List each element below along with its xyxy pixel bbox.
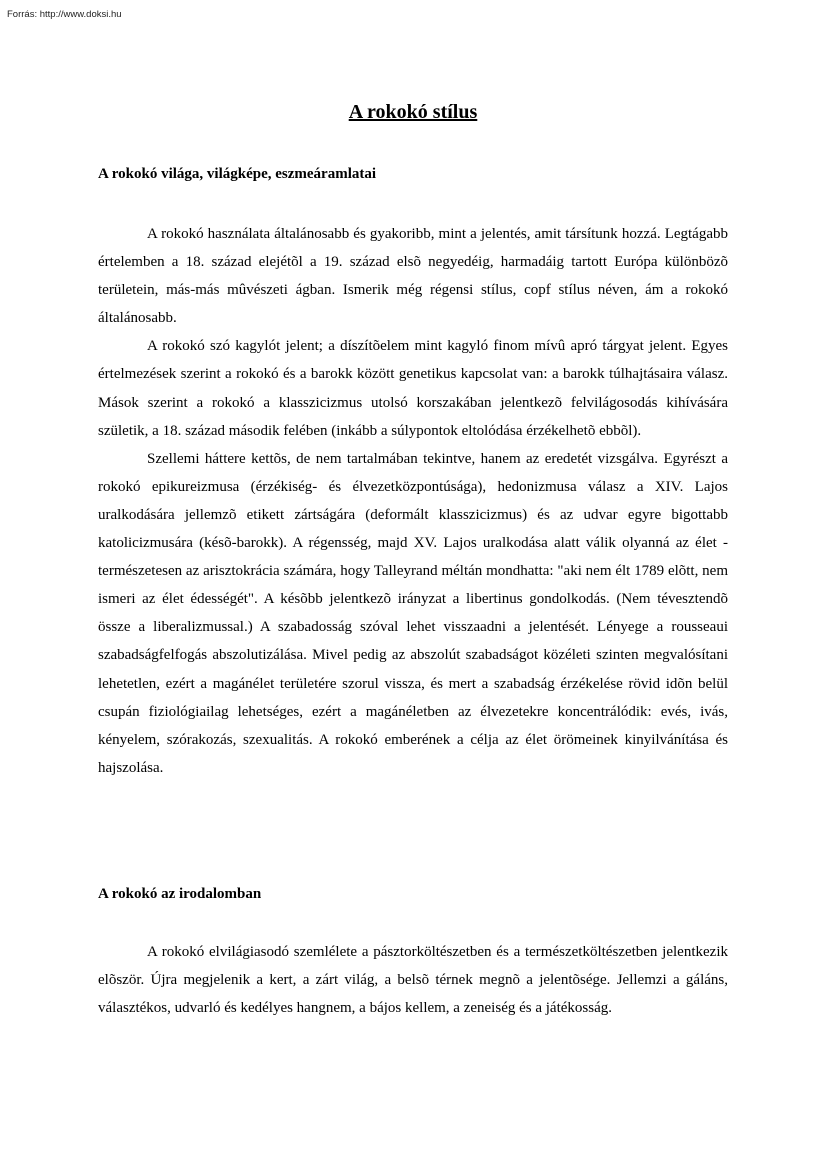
paragraph: Szellemi háttere kettõs, de nem tartalmában tekintve, hanem az eredetét vizsgálva. Egyrészt a rokokó epikureizmusa (érzékiség- és élvezetközpontúsága), hedonizmusa válasz a XIV. Lajos uralkodására jellemzõ etikett zártságára (deformált klasszicizmus) és az udvar egyre bigottabb katolicizmusára (késõ-barokk). A régensség, majd XV. Lajos uralkodása alatt válik olyanná az élet - természetesen az arisztokrácia számára, hogy Talleyrand méltán mondhatta: "aki nem élt 1789 elõtt, nem ismeri az élet édességét". A késõbb jelentkezõ irányzat a libertinus gondolkodás. (Nem tévesztendõ össze a liberalizmussal.) A szabadosság szóval lehet visszaadni a jelentését. Lényege a rousseaui szabadságfelfogás abszolutizálása. Mivel pedig az abszolút szabadságot közéleti szinten megvalósítani lehetetlen, ezért a magánélet területére szorul vissza, és mert a szabadság érzékelése rövid idõn belül csupán fiziológiailag lehetséges, ezért a magánéletben az élvezetekre koncentrálódik: evés, ivás, kényelem, szórakozás, szexualitás. A rokokó emberének a célja az élet örömeinek kinyilvánítása és hajszolása. bbox=[98, 450, 728, 776]
page-title: A rokokó stílus bbox=[348, 101, 478, 123]
paragraph: A rokokó használata általánosabb és gyakoribb, mint a jelentés, amit társítunk hozzá. Legtágabb értelemben a 18. század elejétõl a 19. század elsõ negyedéig, harmadáig tartott Európa különbözõ területein, más-más mûvészeti ágban. Ismerik még régensi stílus, copf stílus néven, ám a rokokó általánosabb. bbox=[98, 226, 728, 327]
section-heading: A rokokó az irodalomban bbox=[98, 886, 262, 902]
source-note: Forrás: http://www.doksi.hu bbox=[7, 9, 122, 20]
section-body bbox=[98, 220, 728, 782]
paragraph: A rokokó elvilágiasodó szemlélete a pásztorköltészetben és a természetköltészetben jelentkezik elõször. Újra megjelenik a kert, a zárt világ, a belsõ térnek megnõ a jelentõsége. Jellemzi a gáláns, választékos, udvarló és kedélyes hangnem, a bájos kellem, a zeneiség és a játékosság. bbox=[98, 944, 728, 1017]
section-heading: A rokokó világa, világképe, eszmeáramlatai bbox=[98, 166, 377, 182]
section-body bbox=[98, 938, 728, 1022]
paragraph: A rokokó szó kagylót jelent; a díszítõelem mint kagyló finom mívû apró tárgyat jelent. Egyes értelmezések szerint a rokokó és a barokk között genetikus kapcsolat van: a barokk túlhajtásaira válasz. Mások szerint a rokokó a klasszicizmus utolsó korszakában jelentkezõ felvilágosodás kihívására születik, a 18. század második felében (inkább a súlypontok eltolódása érzékelhetõ ebbõl). bbox=[98, 338, 728, 439]
